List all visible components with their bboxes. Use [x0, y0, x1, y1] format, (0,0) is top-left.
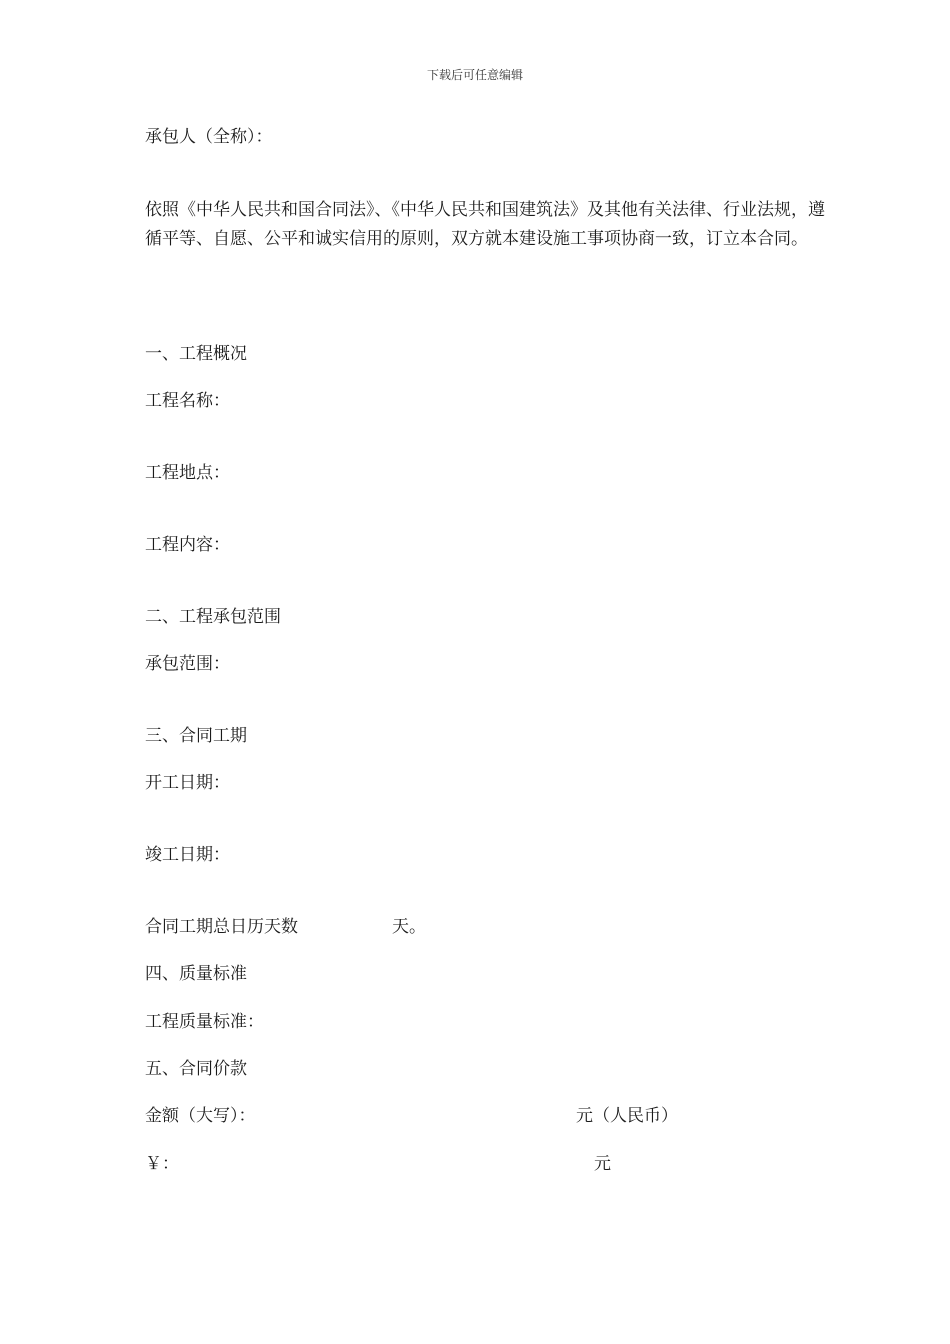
project-name-label: 工程名称：: [145, 391, 230, 411]
amount-words-label: 金额（大写）：: [145, 1106, 256, 1126]
scope-label: 承包范围：: [145, 654, 230, 674]
total-days-label: 合同工期总日历天数: [145, 917, 298, 937]
end-date-label: 竣工日期：: [145, 845, 230, 865]
amount-words-unit: 元（人民币）: [576, 1106, 678, 1126]
section-1-title: 一、工程概况: [145, 344, 247, 364]
total-days-unit: 天。: [392, 917, 426, 937]
amount-yen-label: ￥：: [145, 1154, 179, 1174]
intro-paragraph: 依照《中华人民共和国合同法》、《中华人民共和国建筑法》及其他有关法律、行业法规，遵循平等、自愿、公平和诚实信用的原则，双方就本建设施工事项协商一致，订立本合同。: [145, 200, 825, 249]
section-2-title: 二、工程承包范围: [145, 607, 281, 627]
project-content-label: 工程内容：: [145, 535, 230, 555]
contractor-label: 承包人（全称）：: [145, 127, 273, 147]
quality-standard-label: 工程质量标准：: [145, 1012, 264, 1032]
section-3-title: 三、合同工期: [145, 726, 247, 746]
section-4-title: 四、质量标准: [145, 964, 247, 984]
amount-yen-unit: 元: [594, 1154, 611, 1174]
start-date-label: 开工日期：: [145, 773, 230, 793]
section-5-title: 五、合同价款: [145, 1059, 247, 1079]
project-location-label: 工程地点：: [145, 463, 230, 483]
header-note: 下载后可任意编辑: [426, 68, 523, 82]
